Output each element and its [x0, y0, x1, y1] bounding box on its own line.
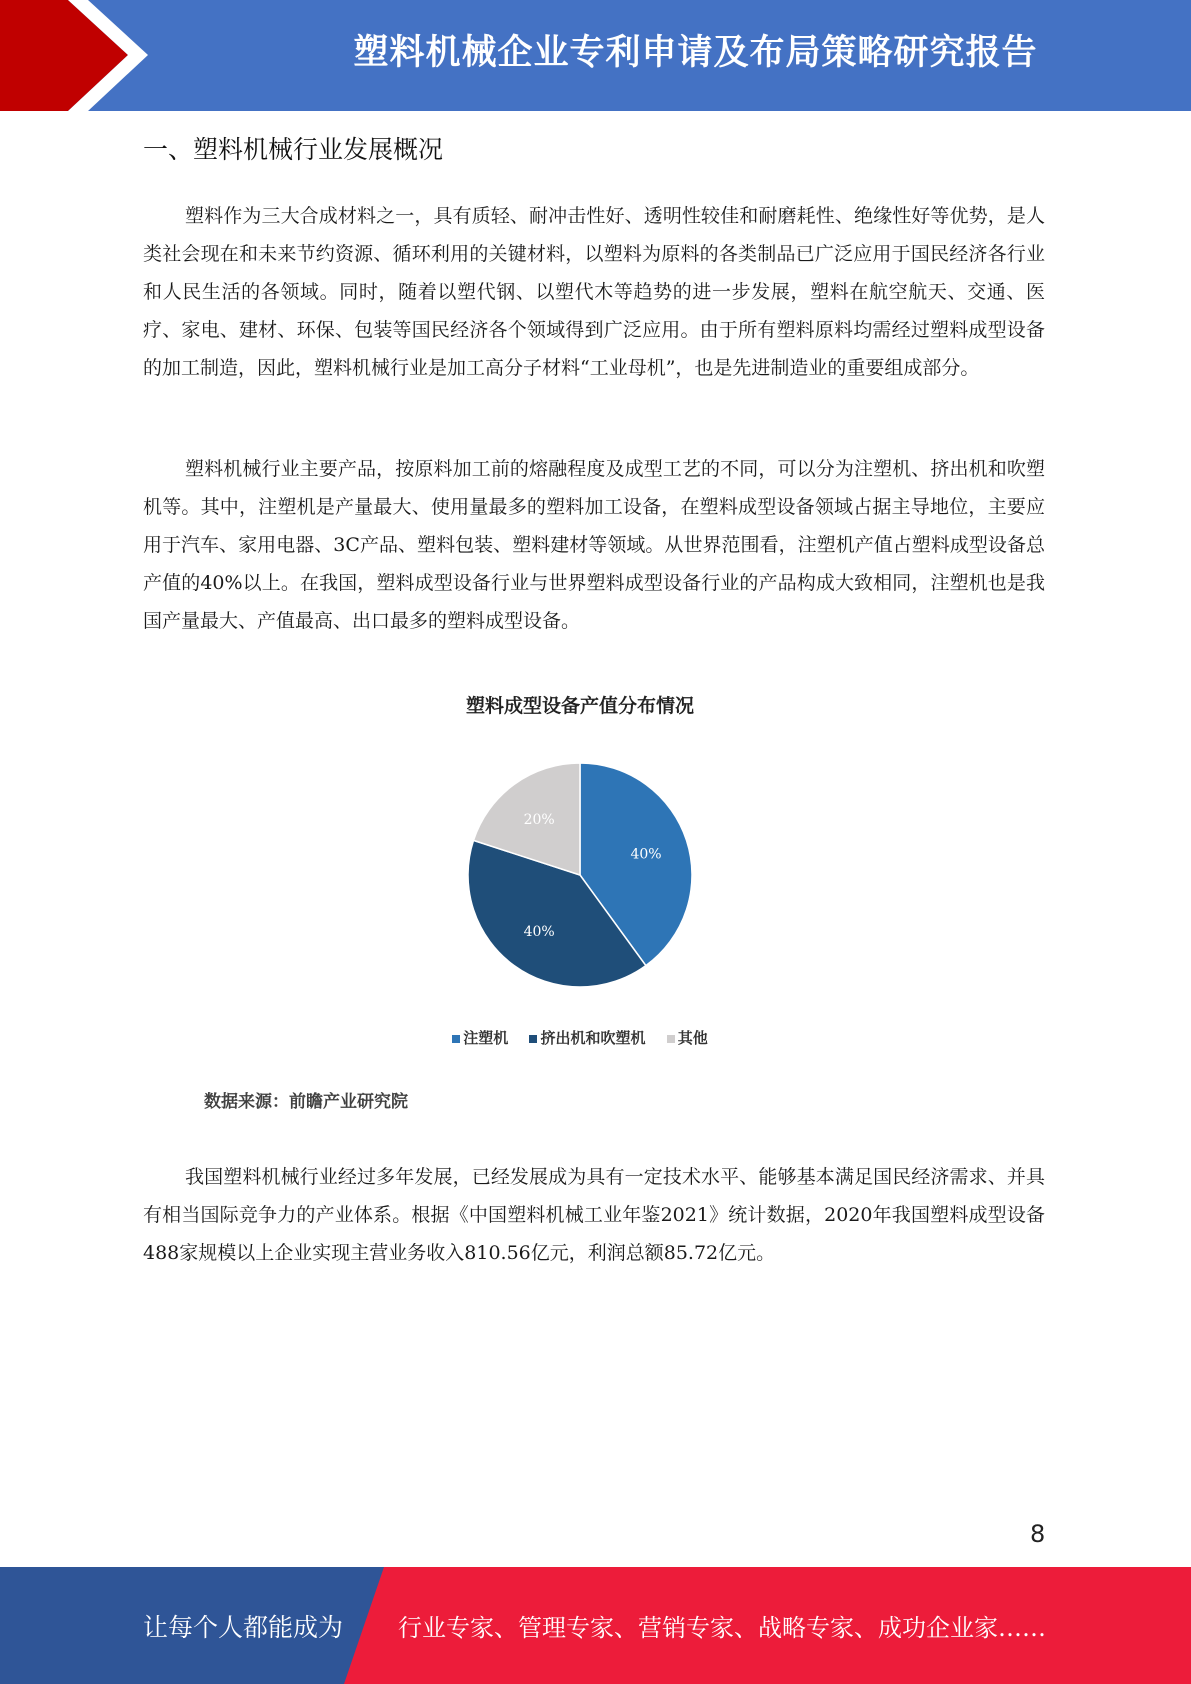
page-number: 8	[1030, 1520, 1046, 1548]
chart-legend	[0, 1027, 1160, 1048]
header-arrow-decoration	[0, 0, 200, 111]
footer-slogan-right: 行业专家、管理专家、营销专家、战略专家、成功企业家……	[398, 1614, 1046, 1642]
pie-label-2: 40%	[523, 924, 555, 941]
legend-item-extrusion	[529, 1027, 645, 1048]
paragraph-3: 我国塑料机械行业经过多年发展，已经发展成为具有一定技术水平、能够基本满足国民经济需求、并具有相当国际竞争力的产业体系。根据《中国塑料机械工业年鉴2021》统计数据，2020年我国塑料成型设备488家规模以上企业实现主营业务收入810.56亿元，利润总额85.72亿元。	[143, 1166, 1045, 1264]
report-title: 塑料机械企业专利申请及布局策略研究报告	[353, 33, 1038, 73]
legend-label: 其他	[677, 1029, 708, 1047]
legend-label: 注塑机	[463, 1029, 509, 1047]
header-banner	[0, 0, 1191, 111]
data-source: 数据来源：前瞻产业研究院	[204, 1092, 408, 1112]
legend-swatch	[452, 1035, 460, 1043]
pie-chart	[455, 750, 705, 1000]
legend-swatch	[667, 1035, 675, 1043]
pie-label-3: 20%	[523, 811, 555, 828]
legend-label: 挤出机和吹塑机	[540, 1029, 646, 1047]
chart-title: 塑料成型设备产值分布情况	[465, 695, 694, 717]
paragraph-1: 塑料作为三大合成材料之一，具有质轻、耐冲击性好、透明性较佳和耐磨耗性、绝缘性好等优势，是人类社会现在和未来节约资源、循环利用的关键材料，以塑料为原料的各类制品已广泛应用于国民经济各行业和人民生活的各领域。同时，随着以塑代钢、以塑代木等趋势的进一步发展，塑料在航空航天、交通、医疗、家电、建材、环保、包装等国民经济各个领域得到广泛应用。由于所有塑料原料均需经过塑料成型设备的加工制造，因此，塑料机械行业是加工高分子材料“工业母机”，也是先进制造业的重要组成部分。	[143, 205, 1045, 379]
pie-label-1: 40%	[630, 846, 662, 863]
footer-banner	[0, 1567, 1191, 1684]
legend-item-injection	[452, 1027, 508, 1048]
legend-swatch	[529, 1035, 537, 1043]
legend-item-other	[667, 1027, 708, 1048]
section-heading: 一、塑料机械行业发展概况	[143, 135, 444, 164]
paragraph-2: 塑料机械行业主要产品，按原料加工前的熔融程度及成型工艺的不同，可以分为注塑机、挤出机和吹塑机等。其中，注塑机是产量最大、使用量最多的塑料加工设备，在塑料成型设备领域占据主导地位，主要应用于汽车、家用电器、3C产品、塑料包装、塑料建材等领域。从世界范围看，注塑机产值占塑料成型设备总产值的40%以上。在我国，塑料成型设备行业与世界塑料成型设备行业的产品构成大致相同，注塑机也是我国产量最大、产值最高、出口最多的塑料成型设备。	[143, 458, 1045, 632]
footer-slogan-left: 让每个人都能成为	[143, 1613, 344, 1642]
